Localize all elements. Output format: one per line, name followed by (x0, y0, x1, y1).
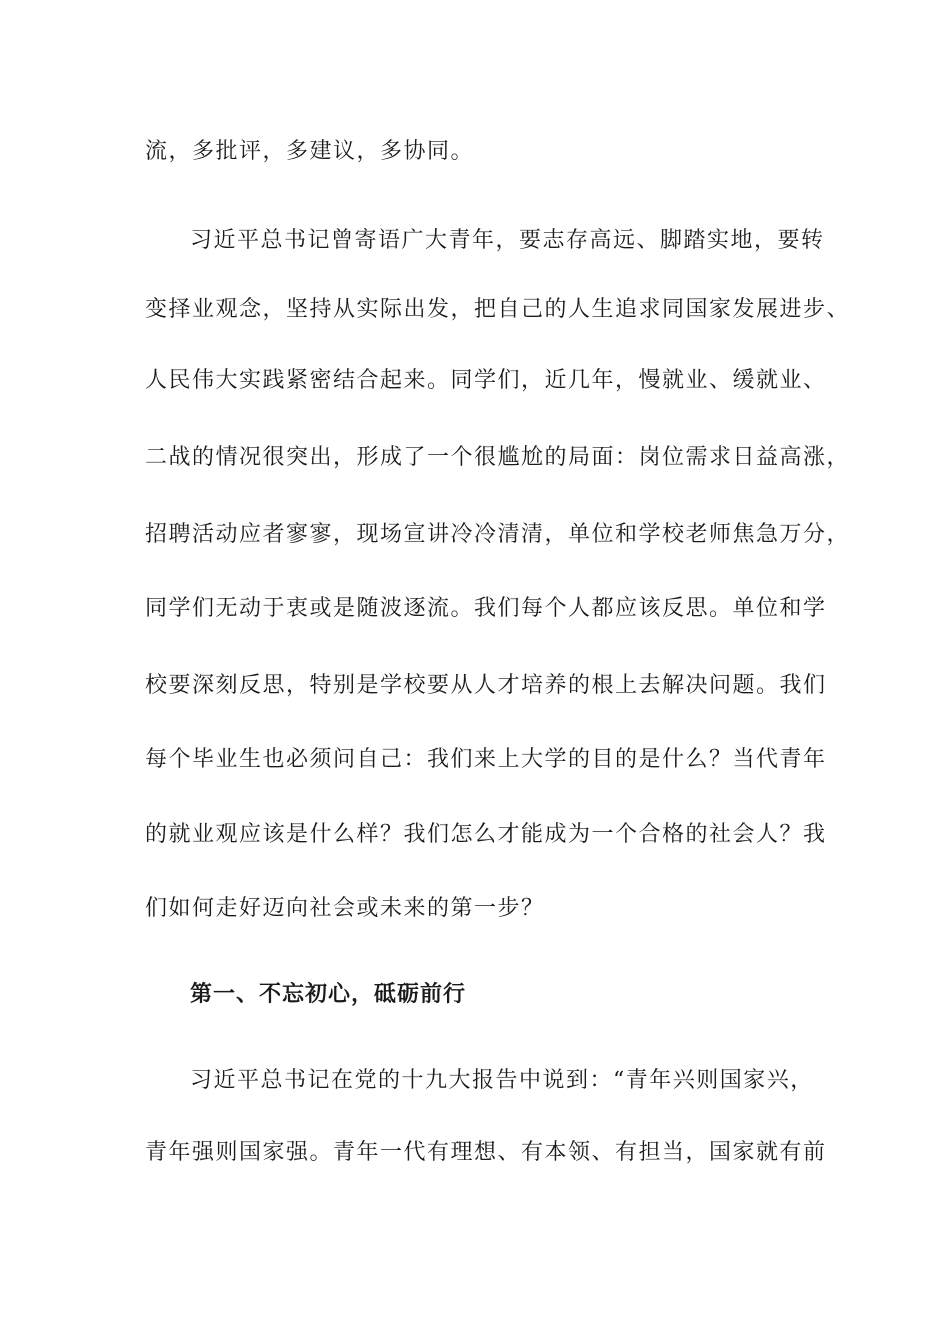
paragraph-line: 青年强则国家强。青年一代有理想、有本领、有担当，国家就有前 (145, 1140, 827, 1165)
paragraph-line: 习近平总书记曾寄语广大青年，要志存高远、脚踏实地，要转 (190, 228, 825, 253)
paragraph-line: 人民伟大实践紧密结合起来。同学们，近几年，慢就业、缓就业、 (145, 368, 827, 393)
paragraph-line: 招聘活动应者寥寥，现场宣讲冷冷清清，单位和学校老师焦急万分， (145, 522, 851, 547)
paragraph-line: 二战的情况很突出，形成了一个很尴尬的局面：岗位需求日益高涨， (145, 445, 851, 470)
section-heading: 第一、不忘初心，砥砺前行 (190, 981, 467, 1007)
paragraph-line: 们如何走好迈向社会或未来的第一步？ (145, 896, 545, 921)
paragraph-line: 同学们无动于衷或是随波逐流。我们每个人都应该反思。单位和学 (145, 596, 827, 621)
paragraph-line: 每个毕业生也必须问自己：我们来上大学的目的是什么？当代青年 (145, 747, 827, 772)
paragraph-line: 变择业观念，坚持从实际出发，把自己的人生追求同国家发展进步、 (145, 297, 851, 322)
paragraph-line: 的就业观应该是什么样？我们怎么才能成为一个合格的社会人？我 (145, 822, 827, 847)
paragraph-line: 习近平总书记在党的十九大报告中说到：“青年兴则国家兴， (190, 1068, 814, 1093)
paragraph-line: 校要深刻反思，特别是学校要从人才培养的根上去解决问题。我们 (145, 673, 827, 698)
paragraph-line: 流，多批评，多建议，多协同。 (145, 139, 475, 164)
